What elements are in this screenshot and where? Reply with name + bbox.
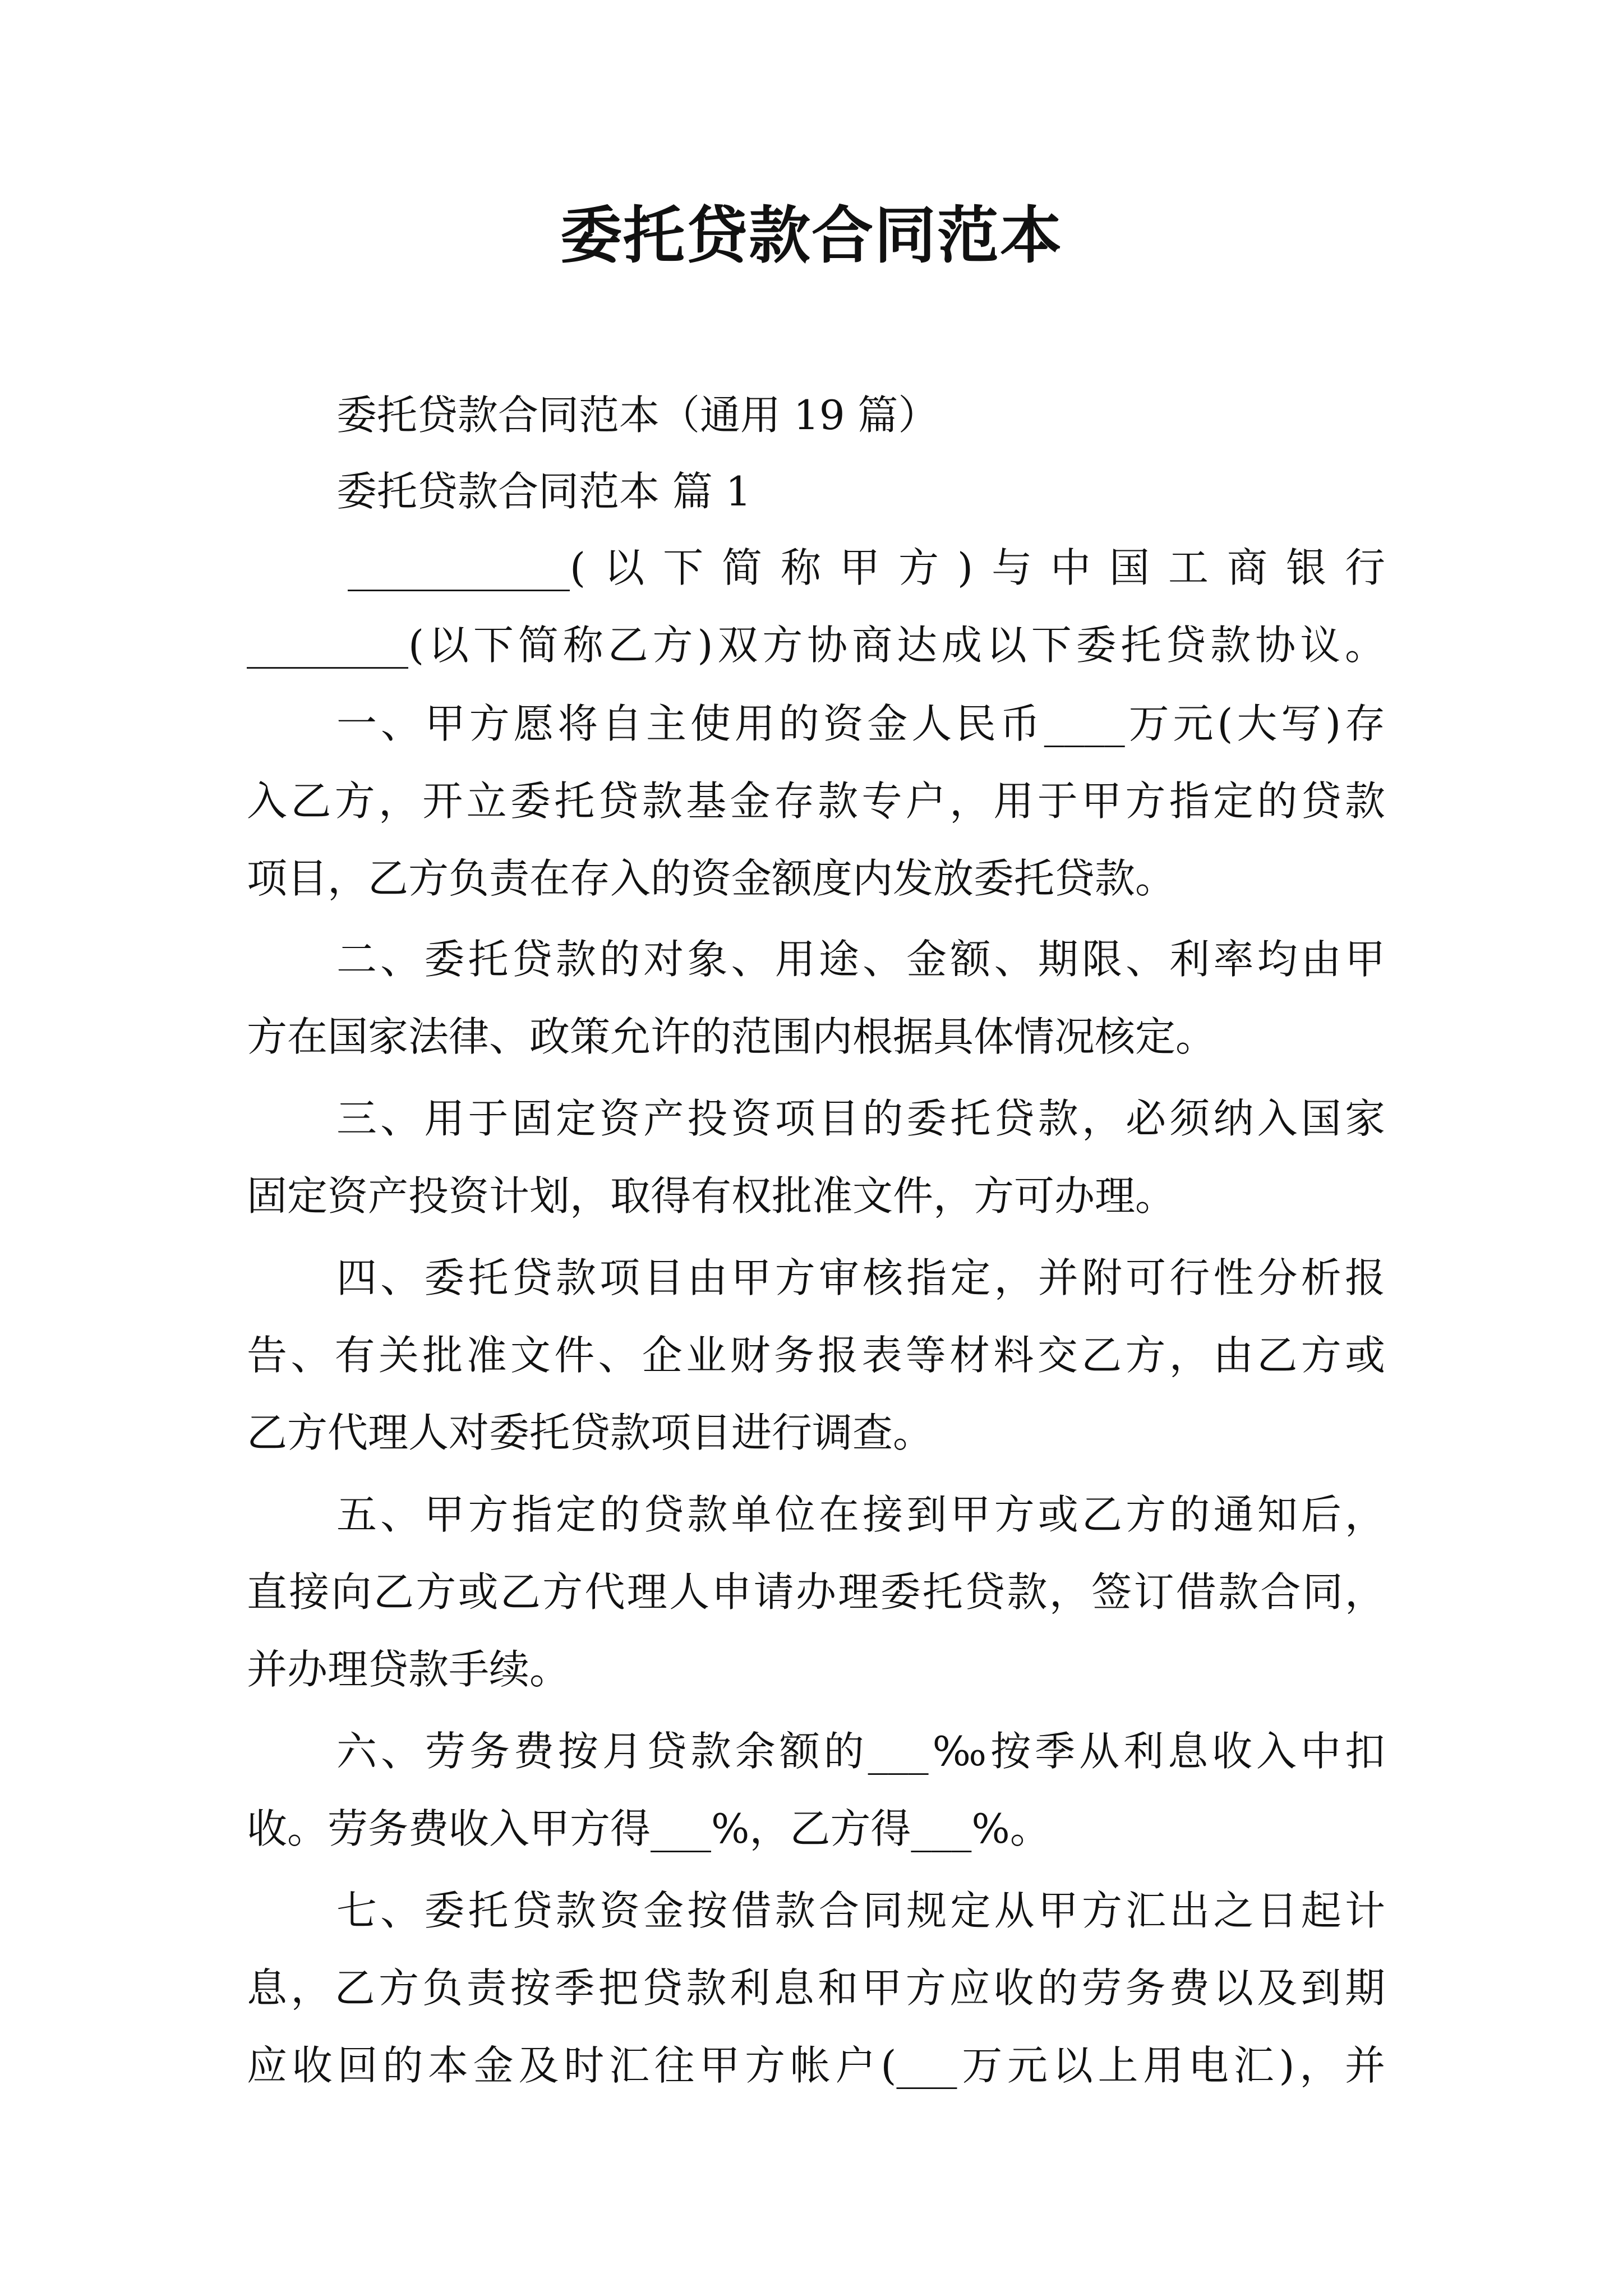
clause-4-line: 告、有关批准文件、企业财务报表等材料交乙方，由乙方或 xyxy=(247,1332,1385,1379)
clause-5-line: 直接向乙方或乙方代理人申请办理委托贷款，签订借款合同， xyxy=(247,1568,1385,1616)
clause-3-line: 三、用于固定资产投资项目的委托贷款，必须纳入国家 xyxy=(336,1095,1385,1142)
clause-7-line: 七、委托贷款资金按借款合同规定从甲方汇出之日起计 xyxy=(336,1887,1385,1934)
clause-7-line: 应收回的本金及时汇往甲方帐户(___万元以上用电汇)，并 xyxy=(247,2042,1385,2089)
clause-7-line: 息，乙方负责按季把贷款利息和甲方应收的劳务费以及到期 xyxy=(247,1964,1385,2012)
paragraph-line: ________(以下简称乙方)双方协商达成以下委托贷款协议。 xyxy=(247,622,1385,669)
clause-5-line: 五、甲方指定的贷款单位在接到甲方或乙方的通知后， xyxy=(336,1491,1385,1538)
clause-5-line: 并办理贷款手续。 xyxy=(247,1646,570,1693)
document-title: 委托贷款合同范本 xyxy=(560,199,1063,272)
clause-2-line: 二、委托贷款的对象、用途、金额、期限、利率均由甲 xyxy=(336,936,1385,983)
clause-1-line: 入乙方，开立委托贷款基金存款专户，用于甲方指定的贷款 xyxy=(247,777,1385,825)
clause-6-line: 收。劳务费收入甲方得___%，乙方得___%。 xyxy=(247,1805,1050,1852)
clause-4-line: 乙方代理人对委托贷款项目进行调查。 xyxy=(247,1409,934,1456)
clause-6-line: 六、劳务费按月贷款余额的___‰按季从利息收入中扣 xyxy=(336,1728,1385,1775)
paragraph-line: ___________(以下简称甲方)与中国工商银行 xyxy=(348,544,1385,591)
clause-3-line: 固定资产投资计划，取得有权批准文件，方可办理。 xyxy=(247,1172,1176,1220)
clause-2-line: 方在国家法律、政策允许的范围内根据具体情况核定。 xyxy=(247,1013,1216,1060)
subtitle-collection: 委托贷款合同范本（通用 19 篇） xyxy=(336,392,939,439)
clause-1-line: 一、甲方愿将自主使用的资金人民币____万元(大写)存 xyxy=(336,700,1385,747)
clause-1-line: 项目，乙方负责在存入的资金额度内发放委托贷款。 xyxy=(247,855,1176,902)
clause-4-line: 四、委托贷款项目由甲方审核指定，并附可行性分析报 xyxy=(336,1254,1385,1301)
section-heading-1: 委托贷款合同范本 篇 1 xyxy=(336,468,751,515)
